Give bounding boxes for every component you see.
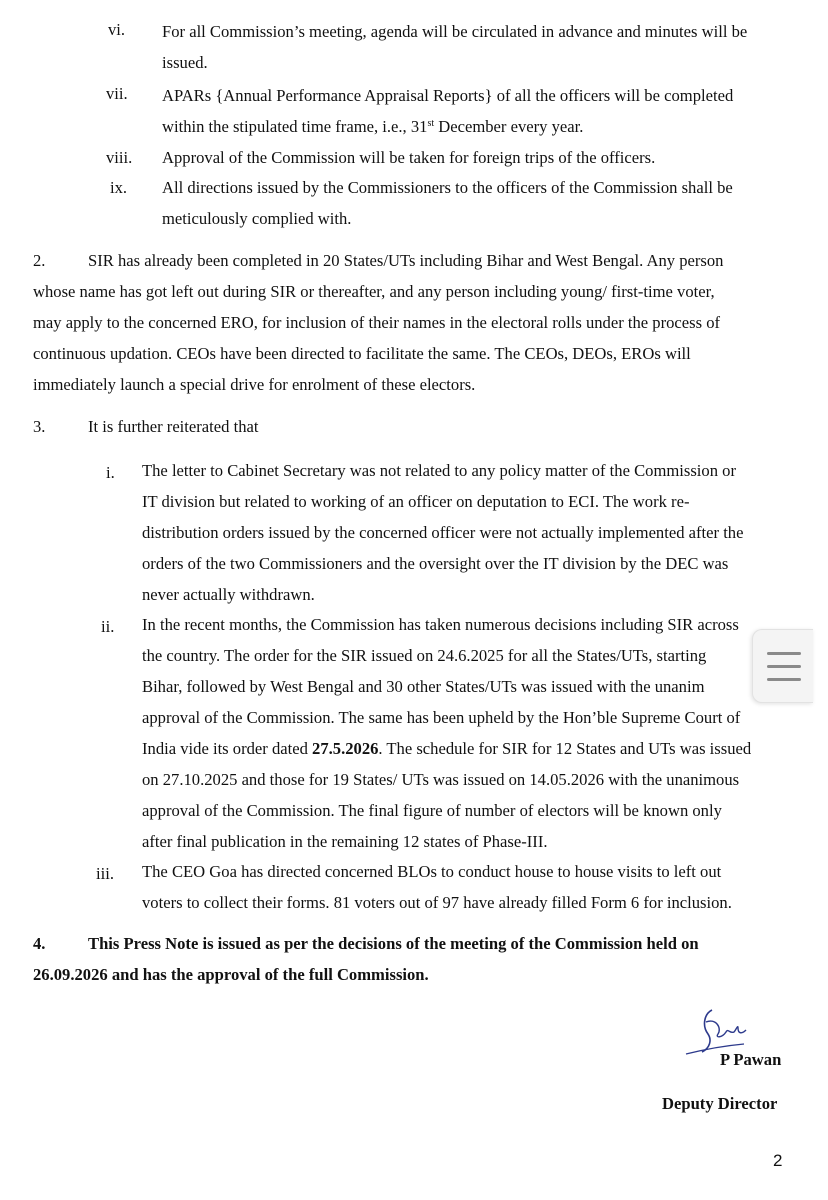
sub-item-ii — [142, 609, 786, 857]
text-line: never actually withdrawn. — [142, 585, 315, 604]
text-line: immediately launch a special drive for enrolment of these electors. — [33, 375, 476, 394]
list-item-ix — [162, 172, 786, 234]
text-line: Approval of the Commission will be taken for foreign trips of the officers. — [162, 148, 656, 167]
signatory-designation: Deputy Director — [662, 1094, 778, 1113]
signatory-name: P Pawan — [720, 1050, 782, 1069]
text-line: 3. It is further reiterated that — [33, 417, 259, 436]
text-line: distribution orders issued by the concerned officer were not actually implemented after the — [142, 523, 744, 542]
text-line: meticulously complied with. — [162, 209, 352, 228]
text-line: Bihar, followed by West Bengal and 30 other States/UTs was issued with the unanim — [142, 677, 705, 696]
text-line: the country. The order for the SIR issued on 24.6.2025 for all the States/UTs, starting — [142, 646, 707, 665]
text-line: In the recent months, the Commission has taken numerous decisions including SIR across — [142, 615, 739, 634]
page-number: 2 — [773, 1151, 783, 1170]
text-line: All directions issued by the Commissioners to the officers of the Commission shall be — [162, 178, 733, 197]
text-line: 2. SIR has already been completed in 20 States/UTs including Bihar and West Bengal. Any person — [33, 251, 724, 270]
text-line: IT division but related to working of an officer on deputation to ECI. The work re- — [142, 492, 690, 511]
text-line: The CEO Goa has directed concerned BLOs to conduct house to house visits to left out — [142, 862, 722, 881]
text-line: India vide its order dated 27.5.2026. The schedule for SIR for 12 States and UTs was issued — [142, 739, 752, 758]
list-number: iii. — [96, 864, 114, 883]
text-line: voters to collect their forms. 81 voters out of 97 have already filled Form 6 for inclusion. — [142, 893, 732, 912]
text-line: issued. — [162, 53, 208, 72]
text-line: 26.09.2026 and has the approval of the full Commission. — [33, 965, 429, 984]
text-line: The letter to Cabinet Secretary was not related to any policy matter of the Commission or — [142, 461, 736, 480]
text-line: continuous updation. CEOs have been directed to facilitate the same. The CEOs, DEOs, EROs will — [33, 344, 691, 363]
text-line: after final publication in the remaining 12 states of Phase-III. — [142, 832, 548, 851]
text-line: approval of the Commission. The same has been upheld by the Hon’ble Supreme Court of — [142, 708, 741, 727]
list-number: vi. — [108, 20, 126, 39]
text-line: whose name has got left out during SIR or thereafter, and any person including young/ first-time voter, — [33, 282, 715, 301]
text-line: orders of the two Commissioners and the oversight over the IT division by the DEC was — [142, 554, 729, 573]
paragraph-3 — [33, 411, 786, 442]
text-line: approval of the Commission. The final figure of number of electors will be known only — [142, 801, 722, 820]
text-line: 4. This Press Note is issued as per the decisions of the meeting of the Commission held on — [33, 934, 699, 953]
text-line: within the stipulated time frame, i.e., 31st December every year. — [162, 117, 584, 136]
list-item-viii — [162, 142, 786, 173]
list-number: ii. — [101, 617, 115, 636]
text-line: on 27.10.2025 and those for 19 States/ UTs was issued on 14.05.2026 with the unanimous — [142, 770, 740, 789]
sub-item-iii — [142, 856, 786, 918]
hamburger-menu-button[interactable] — [752, 629, 813, 703]
list-item-vi — [162, 16, 786, 78]
paragraph-4 — [33, 928, 786, 990]
list-number: viii. — [106, 148, 133, 167]
list-item-vii — [162, 80, 786, 142]
list-number: i. — [106, 463, 115, 482]
text-line: For all Commission’s meeting, agenda will be circulated in advance and minutes will be — [162, 22, 748, 41]
text-line: may apply to the concerned ERO, for inclusion of their names in the electoral rolls under the process of — [33, 313, 721, 332]
paragraph-2 — [33, 245, 786, 400]
sub-item-i — [142, 455, 786, 610]
list-number: ix. — [110, 178, 128, 197]
list-number: vii. — [106, 84, 128, 103]
text-line: APARs {Annual Performance Appraisal Reports} of all the officers will be completed — [162, 86, 734, 105]
